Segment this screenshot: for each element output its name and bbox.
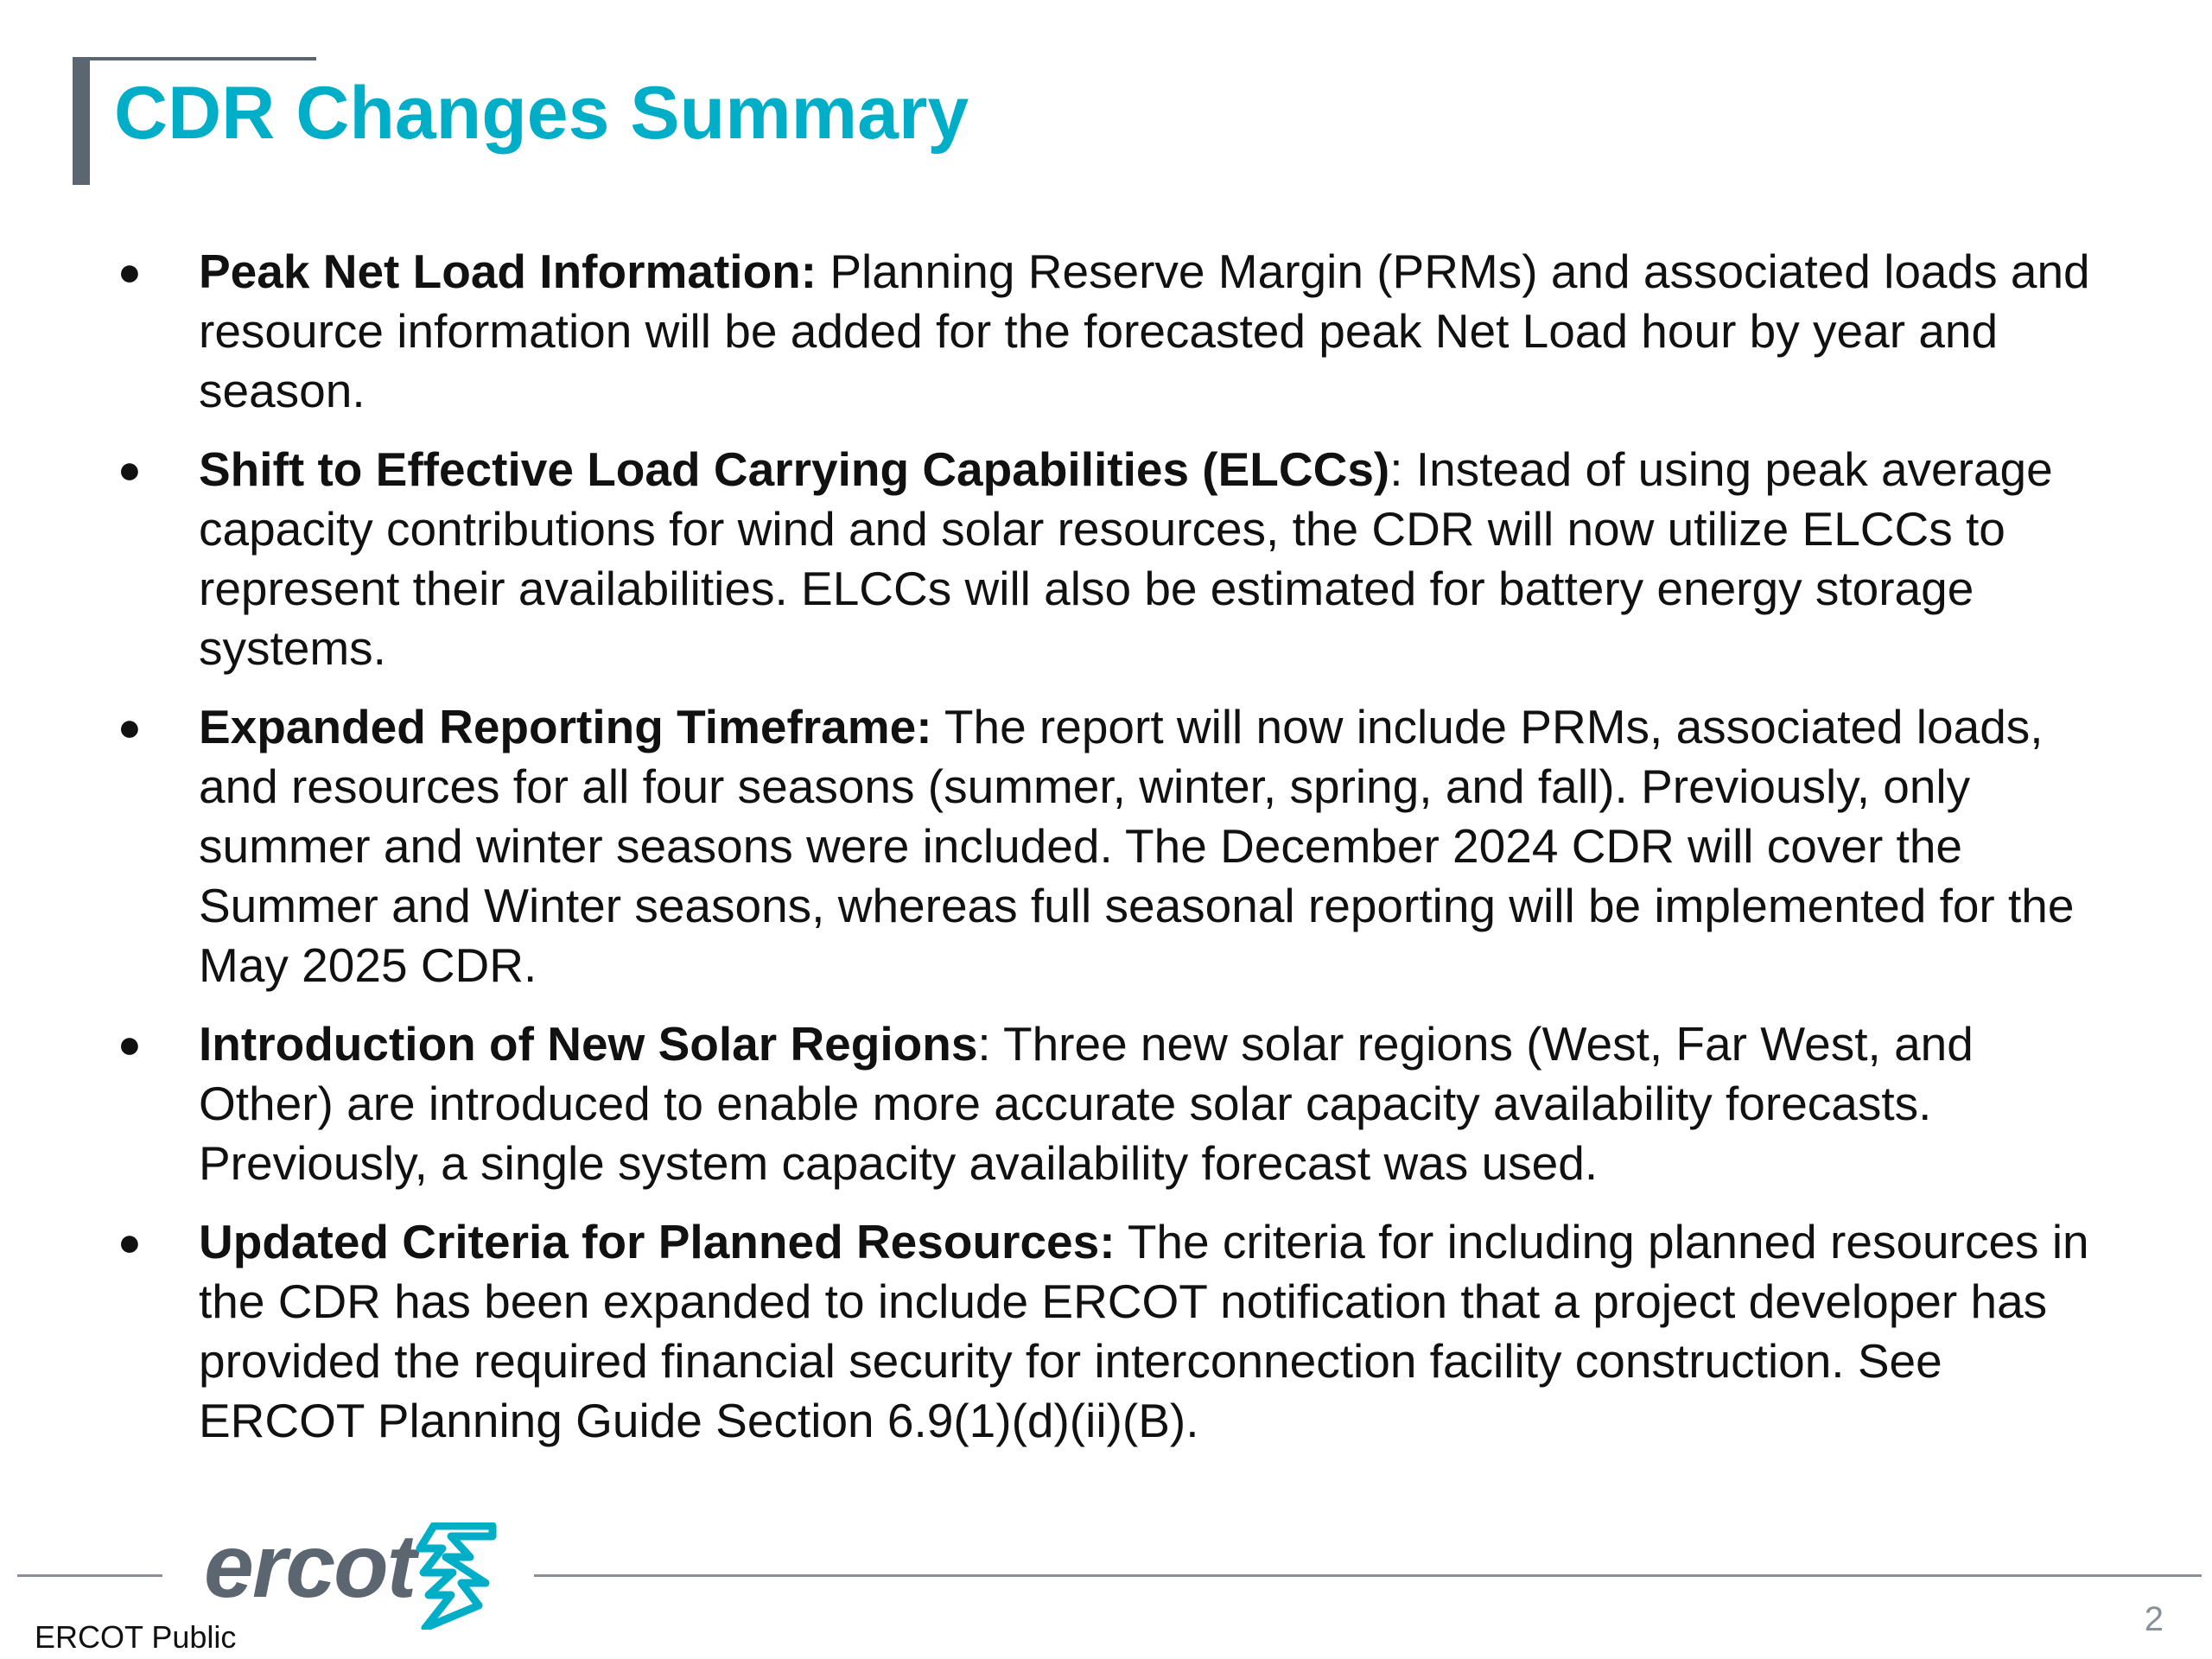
bullet-heading: Shift to Effective Load Carrying Capabilities (ELCCs) <box>199 442 1390 496</box>
bullet-heading: Updated Criteria for Planned Resources: <box>199 1215 1116 1268</box>
bullet-item-elcc <box>112 440 2100 678</box>
bullet-icon: ● <box>118 1021 142 1066</box>
ercot-logo <box>204 1517 498 1630</box>
bullet-item-solar-regions <box>112 1014 2100 1193</box>
bullet-text: Planning Reserve Margin (PRMs) and associated loads and resource information will be added for the forecasted peak Net Load hour by year and season. <box>199 245 2090 417</box>
bullet-icon: ● <box>118 447 142 492</box>
bullet-heading: Introduction of New Solar Regions <box>199 1017 978 1071</box>
bullet-text: The criteria for including planned resources in the CDR has been expanded to include ERCOT notification that a project developer has provided the required financial security for interconnection facility construction. See ERCOT Planning Guide Section 6.9(1)(d)(ii)(B). <box>199 1215 2089 1447</box>
bullet-text: The report will now include PRMs, associated loads, and resources for all four seasons (summer, winter, spring, and fall). Previously, only summer and winter seasons were included. The December 2024 CDR will cover the Summer and Winter seasons, whereas full seasonal reporting will be implemented for the May 2025 CDR. <box>199 700 2075 992</box>
bullet-item-reporting-timeframe <box>112 697 2100 995</box>
logo-wordmark: ercot <box>204 1516 416 1617</box>
bullet-heading: Expanded Reporting Timeframe: <box>199 700 932 753</box>
bullet-text: : Three new solar regions (West, Far West, and Other) are introduced to enable more accurate solar capacity availability forecasts. Previously, a single system capacity availability forecast was used. <box>199 1017 1974 1190</box>
title-accent-bar <box>73 57 90 185</box>
bullet-heading: Peak Net Load Information: <box>199 245 817 298</box>
footer-classification-label: ERCOT Public <box>35 1619 237 1655</box>
bullet-icon: ● <box>118 1219 142 1264</box>
bullet-item-planned-resources <box>112 1212 2100 1451</box>
footer-divider-left <box>17 1574 162 1577</box>
bullet-item-peak-net-load <box>112 242 2100 421</box>
title-accent-line <box>73 57 316 60</box>
page-number: 2 <box>2144 1600 2164 1638</box>
bullet-icon: ● <box>118 249 142 294</box>
summary-bullet-list <box>112 242 2100 1470</box>
page-title: CDR Changes Summary <box>114 72 969 155</box>
bullet-text: : Instead of using peak average capacity contributions for wind and solar resources, the CDR will now utilize ELCCs to represent their availabilities. ELCCs will also be estimated for battery energy storage systems. <box>199 442 2053 675</box>
bullet-icon: ● <box>118 704 142 749</box>
ercot-bolt-icon <box>408 1522 503 1630</box>
footer-divider-right <box>534 1574 2202 1577</box>
